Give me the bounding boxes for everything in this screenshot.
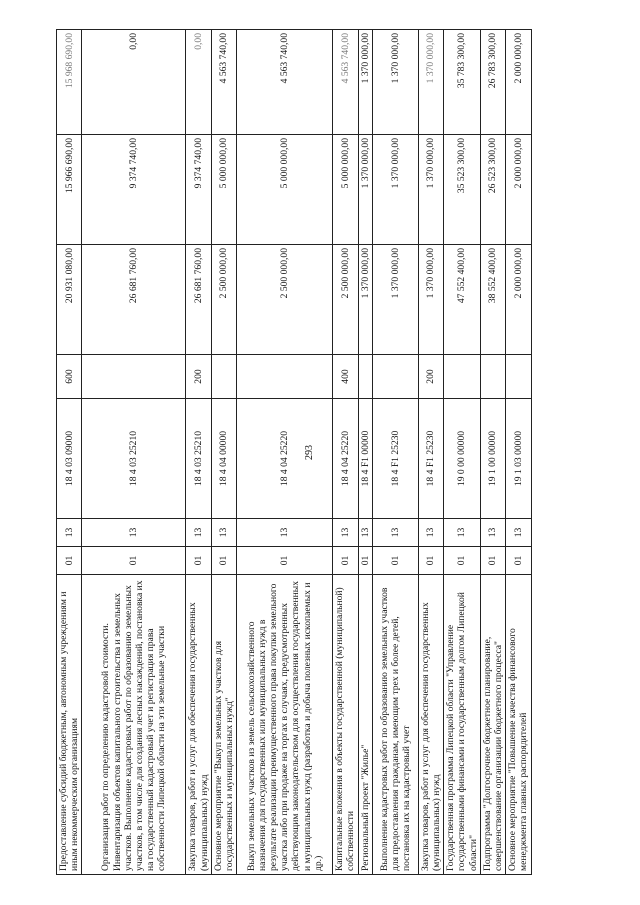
amount-2027: 35 783 300,00 [444,30,481,135]
table-row [333,30,358,875]
expense-type: 200 [186,355,211,399]
amount-2026: 5 000 000,00 [333,135,358,245]
amount-2025: 38 552 400,00 [480,245,505,355]
table-row [372,30,418,875]
subsection-code: 13 [372,519,418,547]
budget-table-rotated [56,30,596,875]
budget-table-body [57,30,532,875]
table-row [82,30,186,875]
table-row [418,30,443,875]
amount-2026: 1 370 000,00 [418,135,443,245]
amount-2025: 47 552 400,00 [444,245,481,355]
section-code: 01 [333,547,358,575]
amount-2025: 2 000 000,00 [506,245,531,355]
amount-2026: 35 523 300,00 [444,135,481,245]
expense-type: 200 [418,355,443,399]
subsection-code: 13 [480,519,505,547]
row-name: Государственная программа Липецкой области "Управление государственными финансами и государственным долгом Липецкой области" [444,575,481,875]
row-name: Региональный проект "Жилье" [358,575,372,875]
subsection-code: 13 [211,519,236,547]
target-article: 18 4 03 25210 [186,399,211,519]
table-row [506,30,531,875]
amount-2026: 15 966 690,00 [57,135,82,245]
amount-2027: 4 563 740,00 [237,30,333,135]
subsection-code: 13 [358,519,372,547]
amount-2025: 2 500 000,00 [333,245,358,355]
target-article: 18 4 04 00000 [211,399,236,519]
subsection-code: 13 [506,519,531,547]
section-code: 01 [186,547,211,575]
subsection-code: 13 [82,519,186,547]
amount-2025: 2 500 000,00 [237,245,333,355]
amount-2025: 26 681 760,00 [186,245,211,355]
amount-2025: 1 370 000,00 [418,245,443,355]
amount-2026: 5 000 000,00 [237,135,333,245]
amount-2025: 26 681 760,00 [82,245,186,355]
subsection-code: 13 [418,519,443,547]
target-article: 19 0 00 00000 [444,399,481,519]
amount-2026: 1 370 000,00 [372,135,418,245]
expense-type: 400 [333,355,358,399]
subsection-code: 13 [186,519,211,547]
row-name: Предоставление субсидий бюджетным, автономным учреждениям и иным некоммерческим организациям [57,575,82,875]
section-code: 01 [372,547,418,575]
row-name: Организация работ по определению кадастровой стоимости. Инвентаризация объектов капитального строительства и земельных участков. Выполнение кадастровых работ по образованию земельных участков, в том числе для создания лесных насаждений, постановка их на государственный кадастровый учет и регистрация права собственности Липецкой области на эти земельные участки [82,575,186,875]
amount-2027: 1 370 000,00 [358,30,372,135]
subsection-code: 13 [237,519,333,547]
amount-2026: 9 374 740,00 [186,135,211,245]
row-name: Выкуп земельных участков из земель сельскохозяйственного назначения для государственных или муниципальных нужд в результате реализации преимущественного права покупки земельного участка либо при продаже на торгах в случаях, предусмотренных действующим законодательством для осуществления государственных и муниципальных нужд (разработка и добыча полезных ископаемых и др.) [237,575,333,875]
row-name: Выполнение кадастровых работ по образованию земельных участков для предоставления гражданам, имеющим трех и более детей, постановка их на кадастровый учет [372,575,418,875]
row-name: Основное мероприятие "Повышение качества финансового менеджмента главных распорядителей [506,575,531,875]
target-article: 18 4 03 25210 [82,399,186,519]
target-article: 19 1 00 00000 [480,399,505,519]
amount-2026: 1 370 000,00 [358,135,372,245]
table-row [444,30,481,875]
section-code: 01 [358,547,372,575]
expense-type [506,355,531,399]
section-code: 01 [444,547,481,575]
amount-2027: 4 563 740,00 [211,30,236,135]
expense-type [211,355,236,399]
section-code: 01 [418,547,443,575]
amount-2026: 2 000 000,00 [506,135,531,245]
expense-type [444,355,481,399]
target-article: 19 1 03 00000 [506,399,531,519]
page-number: 293 [304,445,315,460]
row-name: Капитальные вложения в объекты государственной (муниципальной) собственности [333,575,358,875]
budget-table [56,29,532,875]
amount-2027: 0,00 [82,30,186,135]
expense-type [358,355,372,399]
target-article: 18 4 04 25220 [237,399,333,519]
row-name: Закупка товаров, работ и услуг для обеспечения государственных (муниципальных) нужд [418,575,443,875]
subsection-code: 13 [57,519,82,547]
amount-2027: 2 000 000,00 [506,30,531,135]
table-row [358,30,372,875]
row-name: Основное мероприятие "Выкуп земельных участков для государственных и муниципальных нужд" [211,575,236,875]
section-code: 01 [82,547,186,575]
amount-2027: 1 370 000,00 [372,30,418,135]
section-code: 01 [480,547,505,575]
table-row [480,30,505,875]
expense-type [237,355,333,399]
amount-2026: 9 374 740,00 [82,135,186,245]
target-article: 18 4 F1 25230 [418,399,443,519]
table-row [57,30,82,875]
amount-2026: 26 523 300,00 [480,135,505,245]
expense-type [372,355,418,399]
target-article: 18 4 03 09000 [57,399,82,519]
subsection-code: 13 [444,519,481,547]
amount-2027: 26 783 300,00 [480,30,505,135]
amount-2027: 1 370 000,00 [418,30,443,135]
target-article: 18 4 F1 25230 [372,399,418,519]
section-code: 01 [211,547,236,575]
amount-2027: 15 968 690,00 [57,30,82,135]
section-code: 01 [237,547,333,575]
amount-2025: 1 370 000,00 [372,245,418,355]
table-row [237,30,333,875]
table-row [186,30,211,875]
row-name: Подпрограмма "Долгосрочное бюджетное планирование, совершенствование организации бюджетного процесса" [480,575,505,875]
amount-2026: 5 000 000,00 [211,135,236,245]
section-code: 01 [57,547,82,575]
amount-2025: 1 370 000,00 [358,245,372,355]
expense-type: 600 [57,355,82,399]
table-row [211,30,236,875]
row-name: Закупка товаров, работ и услуг для обеспечения государственных (муниципальных) нужд [186,575,211,875]
amount-2027: 4 563 740,00 [333,30,358,135]
section-code: 01 [506,547,531,575]
subsection-code: 13 [333,519,358,547]
amount-2027: 0,00 [186,30,211,135]
target-article: 18 4 F1 00000 [358,399,372,519]
amount-2025: 20 931 080,00 [57,245,82,355]
expense-type [82,355,186,399]
expense-type [480,355,505,399]
amount-2025: 2 500 000,00 [211,245,236,355]
target-article: 18 4 04 25220 [333,399,358,519]
